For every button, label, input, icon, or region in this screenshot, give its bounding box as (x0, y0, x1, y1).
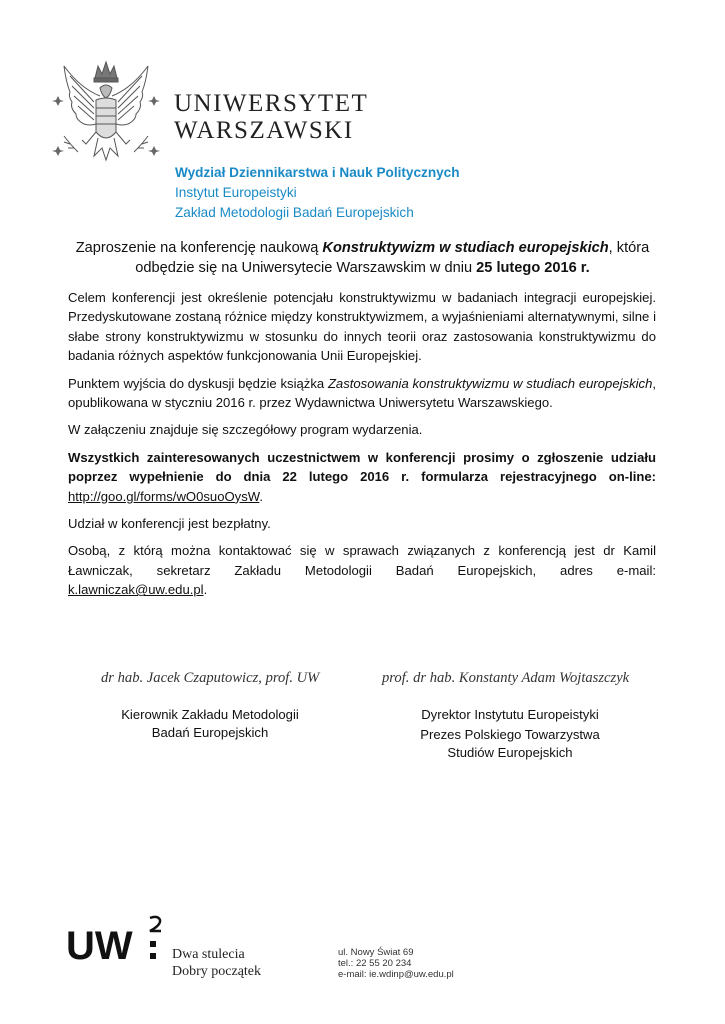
footer-contact (338, 947, 454, 980)
department-block (175, 163, 460, 223)
footer-email: e-mail: ie.wdinp@uw.edu.pl (338, 969, 454, 980)
registration-end: . (259, 488, 264, 504)
signature-right: prof. dr hab. Konstanty Adam Wojtaszczyk (382, 670, 630, 686)
contact-end: . (203, 582, 208, 598)
contact-text: Osobą, z którą można kontaktować się w sprawach związanych z konferencją jest dr Kamil Ławniczak, sekretarz Zakładu Metodologii Badań Europejskich, adres e-mail: (68, 543, 656, 578)
department-name: Zakład Metodologii Badań Europejskich (175, 205, 414, 220)
uw-logo-icon (66, 915, 166, 965)
book-title: Zastosowania konstruktywizmu w studiach europejskich (327, 375, 653, 391)
contact-email-link[interactable]: k.lawniczak@uw.edu.pl (68, 582, 204, 598)
signature-left: dr hab. Jacek Czaputowicz, prof. UW (101, 670, 320, 686)
paragraph-free: Udział w konferencji jest bezpłatny. (68, 516, 271, 532)
paragraph-program: W załączeniu znajduje się szczegółowy program wydarzenia. (68, 422, 423, 438)
invitation-middle: , która odbędzie się na Uniwersytecie Warszawskim w dniu (135, 240, 650, 276)
conference-date: 25 lutego 2016 r. (476, 260, 590, 276)
paragraph-registration (68, 448, 656, 506)
invitation-intro: Zaproszenie na konferencję naukową (75, 240, 323, 256)
paragraph-contact (68, 541, 656, 599)
university-name-line2: WARSZAWSKI (174, 117, 354, 144)
uw-tagline (172, 946, 261, 980)
role-right-director: Dyrektor Instytutu Europeistyki (421, 707, 599, 722)
tagline-line1: Dwa stulecia (172, 947, 245, 962)
university-name-line1: UNIWERSYTET (174, 90, 369, 117)
faculty-name: Wydział Dziennikarstwa i Nauk Politycznych (175, 165, 460, 180)
paragraph-purpose: Celem konferencji jest określenie potencjału konstruktywizmu w badaniach integracji europejskiej. Przedyskutowane zostaną różnice między konstruktywizmem, a wyjaśnieniami alternatywnymi, silne i słabe strony konstruktywizmu w stosunku do innych teorii oraz zastosowania konstruktywizmu do badania różnych aspektów funkcjonowania Unii Europejskiej. (68, 290, 656, 364)
uw-logo-text: UW (66, 924, 133, 965)
paragraph-book-end: , opublikowana w styczniu 2016 r. przez Wydawnictwa Uniwersytetu Warszawskiego. (68, 375, 656, 411)
conference-title: Konstruktywizm w studiach europejskich (322, 240, 609, 256)
footer-address: ul. Nowy Świat 69 (338, 947, 414, 958)
role-left: Kierownik Zakładu Metodologii Badań Europejskich (121, 707, 299, 740)
paragraph-book (68, 374, 656, 413)
registration-form-link[interactable]: http://goo.gl/forms/wO0suoOysW (68, 488, 260, 504)
invitation-heading (60, 238, 665, 278)
paragraph-book-start: Punktem wyjścia do dyskusji będzie książka (68, 375, 328, 391)
institute-name: Instytut Europeistyki (175, 185, 297, 200)
letter-body (68, 288, 656, 608)
role-right-president: Prezes Polskiego Towarzystwa Studiów Europejskich (420, 727, 600, 760)
tagline-line2: Dobry początek (172, 964, 262, 979)
university-name (174, 90, 368, 144)
registration-request: Wszystkich zainteresowanych uczestnictwem w konferencji prosimy o zgłoszenie udziału poprzez wypełnienie do dnia 22 lutego 2016 r. formularza rejestracyjnego on-line: (68, 449, 656, 485)
eagle-emblem-icon (50, 52, 162, 170)
footer-phone: tel.: 22 55 20 234 (338, 958, 412, 969)
